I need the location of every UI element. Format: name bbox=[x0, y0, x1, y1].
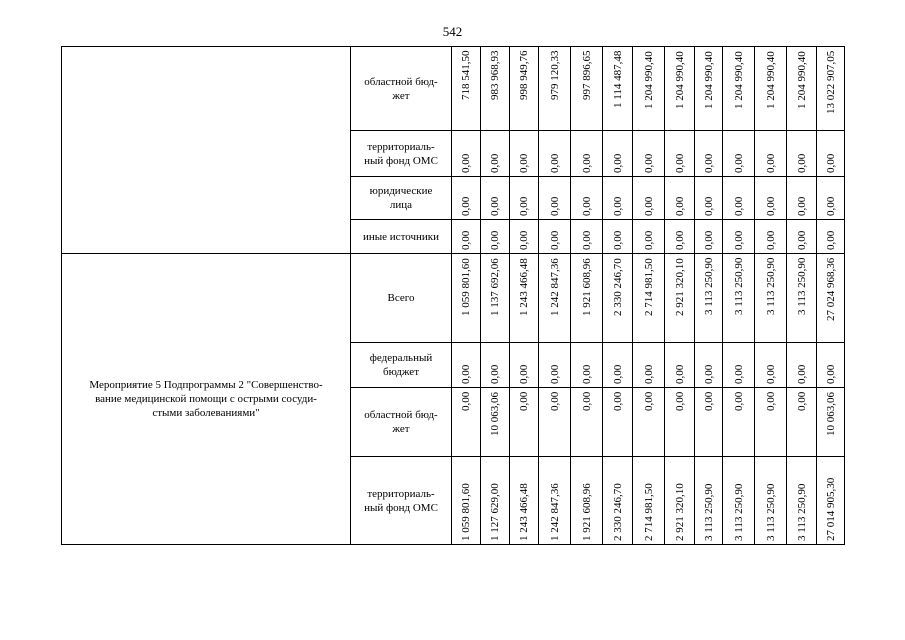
value-text: 3 113 250,90 bbox=[795, 483, 808, 541]
value-text: 0,00 bbox=[673, 364, 686, 384]
page-number: 542 bbox=[442, 24, 463, 39]
value-text: 2 921 320,10 bbox=[673, 482, 686, 541]
value-text: 0,00 bbox=[795, 153, 808, 173]
value-text: 10 063,06 bbox=[824, 391, 837, 436]
value-text: 2 921 320,10 bbox=[673, 257, 686, 316]
value-text: 979 120,33 bbox=[548, 50, 561, 100]
value-text: 0,00 bbox=[642, 391, 655, 411]
year-value-cell bbox=[633, 131, 665, 177]
year-value-cell bbox=[510, 220, 539, 254]
value-text: 0,00 bbox=[611, 391, 624, 411]
value-text: 0,00 bbox=[489, 196, 501, 216]
value-text: 0,00 bbox=[489, 230, 501, 250]
value-text: 2 714 981,50 bbox=[642, 257, 655, 316]
year-value-cell bbox=[787, 457, 817, 545]
value-text: 3 113 250,90 bbox=[764, 257, 777, 315]
value-text: 0,00 bbox=[732, 153, 745, 173]
year-value-cell bbox=[452, 220, 481, 254]
value-text: 0,00 bbox=[764, 391, 777, 411]
value-text: 0,00 bbox=[580, 196, 593, 216]
value-text: 0,00 bbox=[795, 391, 808, 411]
year-value-cell bbox=[695, 220, 723, 254]
value-text: 1 204 990,40 bbox=[702, 50, 715, 109]
value-text: 0,00 bbox=[732, 196, 745, 216]
year-value-cell bbox=[755, 47, 787, 131]
value-text: 1 204 990,40 bbox=[673, 50, 686, 109]
value-text: 0,00 bbox=[611, 153, 624, 173]
value-text: 0,00 bbox=[611, 364, 624, 384]
year-value-cell bbox=[723, 220, 755, 254]
value-text: 1 059 801,60 bbox=[460, 257, 472, 316]
value-text: 3 113 250,90 bbox=[732, 257, 745, 315]
value-text: 0,00 bbox=[824, 153, 837, 173]
table-row bbox=[62, 47, 845, 131]
value-text: 0,00 bbox=[489, 153, 501, 173]
year-value-cell bbox=[755, 343, 787, 388]
table-row bbox=[62, 254, 845, 343]
value-text: 0,00 bbox=[702, 364, 715, 384]
value-text: 0,00 bbox=[732, 230, 745, 250]
value-text: 2 714 981,50 bbox=[642, 482, 655, 541]
year-value-cell bbox=[665, 131, 695, 177]
value-text: 0,00 bbox=[673, 391, 686, 411]
funding-source-cell: федеральный бюджет bbox=[351, 343, 452, 388]
value-text: 1 114 487,48 bbox=[611, 50, 624, 108]
value-text: 997 896,65 bbox=[580, 50, 593, 100]
value-text: 0,00 bbox=[673, 230, 686, 250]
year-value-cell bbox=[695, 388, 723, 457]
budget-table-body bbox=[62, 47, 845, 545]
year-value-cell bbox=[633, 457, 665, 545]
previous-measure-cell bbox=[62, 47, 351, 254]
value-text: 0,00 bbox=[702, 391, 715, 411]
year-value-cell bbox=[723, 388, 755, 457]
year-value-cell bbox=[603, 343, 633, 388]
value-text: 3 113 250,90 bbox=[702, 483, 715, 541]
value-text: 0,00 bbox=[460, 230, 472, 250]
value-text: 0,00 bbox=[702, 196, 715, 216]
value-text: 2 330 246,70 bbox=[611, 482, 624, 541]
value-text: 0,00 bbox=[611, 196, 624, 216]
value-text: 0,00 bbox=[642, 230, 655, 250]
year-value-cell bbox=[452, 457, 481, 545]
value-text: 0,00 bbox=[824, 364, 837, 384]
value-text: 1 127 629,00 bbox=[489, 482, 501, 541]
year-value-cell bbox=[539, 47, 571, 131]
funding-source-cell: территориаль- ный фонд ОМС bbox=[351, 131, 452, 177]
year-value-cell bbox=[510, 457, 539, 545]
value-text: 3 113 250,90 bbox=[795, 257, 808, 315]
year-value-cell bbox=[633, 47, 665, 131]
year-value-cell bbox=[723, 343, 755, 388]
value-text: 1 059 801,60 bbox=[460, 482, 472, 541]
value-text: 27 024 968,36 bbox=[824, 257, 837, 321]
year-value-cell bbox=[603, 131, 633, 177]
total-value-cell bbox=[817, 254, 845, 343]
year-value-cell bbox=[603, 47, 633, 131]
year-value-cell bbox=[539, 177, 571, 220]
value-text: 0,00 bbox=[580, 153, 593, 173]
value-text: 0,00 bbox=[460, 364, 472, 384]
value-text: 998 949,76 bbox=[518, 50, 530, 100]
value-text: 0,00 bbox=[673, 153, 686, 173]
measure-name-cell: Мероприятие 5 Подпрограммы 2 "Совершенство- вание медицинской помощи с острыми сосуди- стыми заболеваниями" bbox=[62, 254, 351, 545]
year-value-cell bbox=[633, 177, 665, 220]
value-text: 0,00 bbox=[518, 391, 530, 411]
year-value-cell bbox=[787, 388, 817, 457]
year-value-cell bbox=[665, 388, 695, 457]
year-value-cell bbox=[539, 343, 571, 388]
value-text: 0,00 bbox=[518, 230, 530, 250]
year-value-cell bbox=[755, 177, 787, 220]
year-value-cell bbox=[695, 47, 723, 131]
value-text: 0,00 bbox=[824, 230, 837, 250]
value-text: 0,00 bbox=[548, 196, 561, 216]
value-text: 1 204 990,40 bbox=[642, 50, 655, 109]
year-value-cell bbox=[510, 177, 539, 220]
value-text: 0,00 bbox=[548, 153, 561, 173]
year-value-cell bbox=[510, 47, 539, 131]
year-value-cell bbox=[571, 457, 603, 545]
year-value-cell bbox=[452, 47, 481, 131]
budget-table bbox=[61, 46, 845, 545]
year-value-cell bbox=[571, 47, 603, 131]
value-text: 0,00 bbox=[548, 391, 561, 411]
year-value-cell bbox=[452, 254, 481, 343]
value-text: 13 022 907,05 bbox=[824, 50, 837, 114]
value-text: 0,00 bbox=[824, 196, 837, 216]
year-value-cell bbox=[695, 457, 723, 545]
value-text: 1 243 466,48 bbox=[518, 257, 530, 316]
value-text: 3 113 250,90 bbox=[732, 483, 745, 541]
value-text: 10 063,06 bbox=[489, 391, 501, 436]
total-value-cell bbox=[817, 47, 845, 131]
year-value-cell bbox=[571, 388, 603, 457]
year-value-cell bbox=[755, 457, 787, 545]
value-text: 0,00 bbox=[518, 196, 530, 216]
year-value-cell bbox=[539, 220, 571, 254]
year-value-cell bbox=[481, 343, 510, 388]
value-text: 0,00 bbox=[764, 230, 777, 250]
value-text: 1 204 990,40 bbox=[732, 50, 745, 109]
funding-source-cell: юридические лица bbox=[351, 177, 452, 220]
value-text: 3 113 250,90 bbox=[702, 257, 715, 315]
year-value-cell bbox=[633, 343, 665, 388]
year-value-cell bbox=[787, 343, 817, 388]
funding-source-cell: иные источники bbox=[351, 220, 452, 254]
year-value-cell bbox=[571, 220, 603, 254]
value-text: 2 330 246,70 bbox=[611, 257, 624, 316]
year-value-cell bbox=[603, 388, 633, 457]
value-text: 0,00 bbox=[642, 364, 655, 384]
value-text: 718 541,50 bbox=[460, 50, 472, 100]
value-text: 0,00 bbox=[795, 196, 808, 216]
year-value-cell bbox=[755, 220, 787, 254]
total-value-cell bbox=[817, 220, 845, 254]
year-value-cell bbox=[787, 177, 817, 220]
year-value-cell bbox=[481, 457, 510, 545]
value-text: 0,00 bbox=[518, 153, 530, 173]
value-text: 1 242 847,36 bbox=[548, 482, 561, 541]
year-value-cell bbox=[695, 343, 723, 388]
year-value-cell bbox=[571, 177, 603, 220]
year-value-cell bbox=[452, 177, 481, 220]
year-value-cell bbox=[723, 457, 755, 545]
value-text: 0,00 bbox=[548, 364, 561, 384]
year-value-cell bbox=[481, 220, 510, 254]
year-value-cell bbox=[603, 177, 633, 220]
year-value-cell bbox=[481, 388, 510, 457]
value-text: 0,00 bbox=[580, 364, 593, 384]
value-text: 0,00 bbox=[518, 364, 530, 384]
year-value-cell bbox=[633, 388, 665, 457]
year-value-cell bbox=[665, 220, 695, 254]
value-text: 0,00 bbox=[673, 196, 686, 216]
value-text: 1 243 466,48 bbox=[518, 482, 530, 541]
year-value-cell bbox=[481, 177, 510, 220]
value-text: 1 921 608,96 bbox=[580, 482, 593, 541]
year-value-cell bbox=[510, 131, 539, 177]
value-text: 0,00 bbox=[642, 196, 655, 216]
funding-source-cell: областной бюд- жет bbox=[351, 47, 452, 131]
total-value-cell bbox=[817, 131, 845, 177]
value-text: 0,00 bbox=[611, 230, 624, 250]
value-text: 0,00 bbox=[460, 391, 472, 411]
value-text: 0,00 bbox=[548, 230, 561, 250]
value-text: 1 137 692,06 bbox=[489, 257, 501, 316]
year-value-cell bbox=[452, 131, 481, 177]
year-value-cell bbox=[695, 177, 723, 220]
year-value-cell bbox=[633, 254, 665, 343]
total-value-cell bbox=[817, 343, 845, 388]
total-value-cell bbox=[817, 388, 845, 457]
year-value-cell bbox=[571, 131, 603, 177]
value-text: 0,00 bbox=[702, 153, 715, 173]
value-text: 0,00 bbox=[764, 364, 777, 384]
year-value-cell bbox=[755, 388, 787, 457]
value-text: 0,00 bbox=[489, 364, 501, 384]
value-text: 1 242 847,36 bbox=[548, 257, 561, 316]
value-text: 0,00 bbox=[795, 230, 808, 250]
year-value-cell bbox=[539, 131, 571, 177]
value-text: 27 014 905,30 bbox=[824, 477, 837, 541]
value-text: 0,00 bbox=[580, 230, 593, 250]
year-value-cell bbox=[481, 254, 510, 343]
year-value-cell bbox=[510, 388, 539, 457]
year-value-cell bbox=[452, 388, 481, 457]
value-text: 0,00 bbox=[764, 153, 777, 173]
value-text: 1 204 990,40 bbox=[795, 50, 808, 109]
year-value-cell bbox=[787, 254, 817, 343]
value-text: 0,00 bbox=[732, 391, 745, 411]
year-value-cell bbox=[787, 47, 817, 131]
year-value-cell bbox=[603, 457, 633, 545]
year-value-cell bbox=[510, 343, 539, 388]
total-value-cell bbox=[817, 457, 845, 545]
year-value-cell bbox=[755, 131, 787, 177]
value-text: 1 204 990,40 bbox=[764, 50, 777, 109]
year-value-cell bbox=[571, 254, 603, 343]
year-value-cell bbox=[665, 47, 695, 131]
value-text: 0,00 bbox=[580, 391, 593, 411]
year-value-cell bbox=[452, 343, 481, 388]
year-value-cell bbox=[510, 254, 539, 343]
year-value-cell bbox=[481, 131, 510, 177]
funding-source-cell: Всего bbox=[351, 254, 452, 343]
total-value-cell bbox=[817, 177, 845, 220]
value-text: 0,00 bbox=[795, 364, 808, 384]
year-value-cell bbox=[723, 131, 755, 177]
year-value-cell bbox=[665, 457, 695, 545]
year-value-cell bbox=[787, 220, 817, 254]
value-text: 0,00 bbox=[702, 230, 715, 250]
value-text: 0,00 bbox=[460, 196, 472, 216]
year-value-cell bbox=[481, 47, 510, 131]
value-text: 983 968,93 bbox=[489, 50, 501, 100]
year-value-cell bbox=[633, 220, 665, 254]
year-value-cell bbox=[755, 254, 787, 343]
value-text: 0,00 bbox=[460, 153, 472, 173]
value-text: 0,00 bbox=[642, 153, 655, 173]
year-value-cell bbox=[665, 254, 695, 343]
year-value-cell bbox=[539, 457, 571, 545]
value-text: 1 921 608,96 bbox=[580, 257, 593, 316]
year-value-cell bbox=[539, 254, 571, 343]
funding-source-cell: территориаль- ный фонд ОМС bbox=[351, 457, 452, 545]
year-value-cell bbox=[539, 388, 571, 457]
year-value-cell bbox=[723, 47, 755, 131]
year-value-cell bbox=[787, 131, 817, 177]
year-value-cell bbox=[571, 343, 603, 388]
year-value-cell bbox=[695, 254, 723, 343]
year-value-cell bbox=[723, 177, 755, 220]
year-value-cell bbox=[665, 343, 695, 388]
value-text: 0,00 bbox=[732, 364, 745, 384]
value-text: 3 113 250,90 bbox=[764, 483, 777, 541]
year-value-cell bbox=[603, 254, 633, 343]
year-value-cell bbox=[723, 254, 755, 343]
year-value-cell bbox=[695, 131, 723, 177]
year-value-cell bbox=[603, 220, 633, 254]
year-value-cell bbox=[665, 177, 695, 220]
funding-source-cell: областной бюд- жет bbox=[351, 388, 452, 457]
value-text: 0,00 bbox=[764, 196, 777, 216]
